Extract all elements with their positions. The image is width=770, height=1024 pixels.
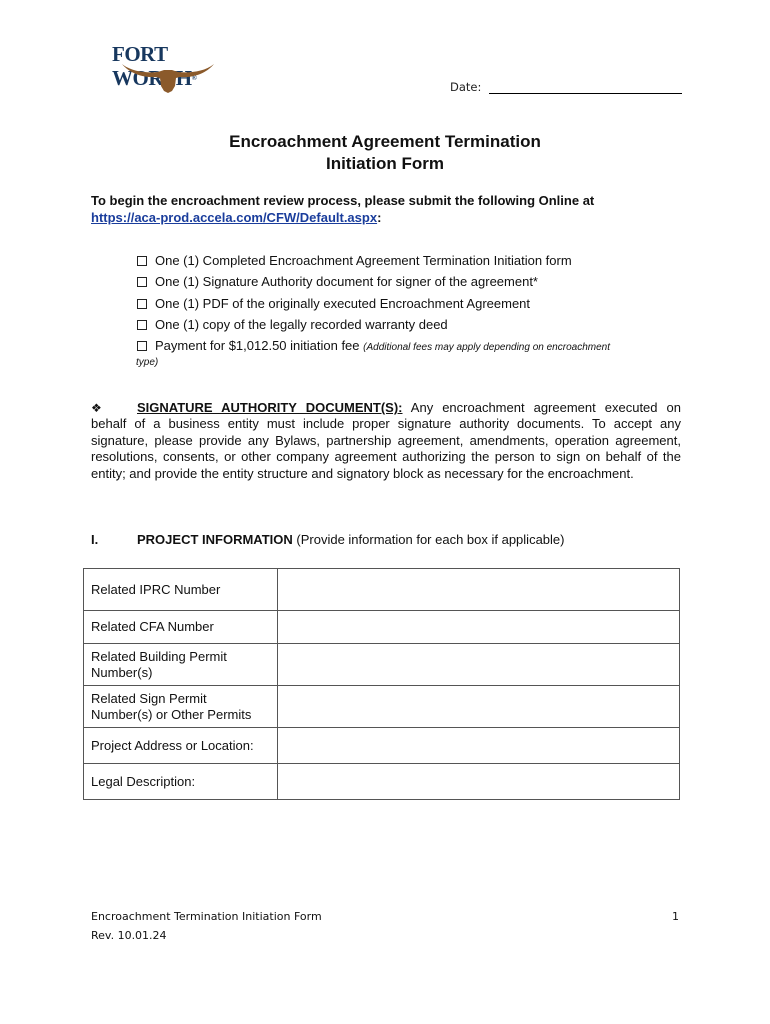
page-title — [0, 131, 770, 175]
intro-paragraph: To begin the encroachment review process, please submit the following Online at https://aca-prod.accela.com/CFW/Default.aspx: — [91, 193, 595, 225]
page-number: 1 — [672, 910, 679, 923]
title-line-1: Encroachment Agreement Termination — [229, 132, 541, 151]
footer-title: Encroachment Termination Initiation Form — [91, 910, 322, 923]
date-label: Date: — [450, 80, 482, 94]
logo-text: FORT WORTH — [112, 42, 192, 90]
row-label: Related Sign Permit Number(s) or Other Permits — [84, 686, 278, 728]
intro-text: To begin the encroachment review process, please submit the following Online at — [91, 193, 595, 208]
title-line-2: Initiation Form — [325, 154, 445, 173]
checklist-item: One (1) copy of the legally recorded warranty deed — [136, 316, 676, 337]
date-input-line[interactable] — [489, 81, 682, 94]
diamond-bullet-icon: ❖ — [91, 401, 102, 415]
checkbox[interactable] — [137, 299, 147, 309]
date-field — [450, 80, 682, 94]
row-label: Project Address or Location: — [84, 728, 278, 764]
row-label: Related Building Permit Number(s) — [84, 644, 278, 686]
row-input[interactable] — [278, 644, 680, 686]
checklist-item: One (1) Completed Encroachment Agreement Termination Initiation form — [136, 252, 676, 273]
footer-revision: Rev. 10.01.24 — [91, 929, 167, 942]
fee-note: (Additional fees may apply depending on encroachment — [363, 342, 610, 354]
row-label: Related IPRC Number — [84, 569, 278, 611]
row-label: Related CFA Number — [84, 611, 278, 644]
row-input[interactable] — [278, 611, 680, 644]
signature-heading: SIGNATURE AUTHORITY DOCUMENT(S): — [137, 400, 403, 415]
table-row — [84, 686, 680, 728]
fort-worth-logo: FORT WORTH® — [112, 42, 224, 96]
table-row — [84, 569, 680, 611]
row-input[interactable] — [278, 728, 680, 764]
checkbox[interactable] — [137, 256, 147, 266]
fee-note-continued: type) — [136, 357, 159, 369]
table-row — [84, 764, 680, 800]
checklist-item: Payment for $1,012.50 initiation fee (Additional fees may apply depending on encroachment — [136, 337, 676, 358]
submission-checklist — [136, 252, 676, 370]
table-row — [84, 611, 680, 644]
signature-text: Any encroachment agreement executed on behalf of a business entity must include proper signature authority documents. To accept any signature, please provide any Bylaws, partnership agreement, amendments, operation agreement, resolutions, consents, or other company agreement authorizing the person to sign on behalf of the entity; and provide the entity structure and signatory block as necessary for the encroachment. — [91, 400, 681, 481]
section-subtitle: (Provide information for each box if applicable) — [296, 532, 565, 547]
longhorn-icon — [120, 60, 216, 94]
checkbox[interactable] — [137, 277, 147, 287]
checklist-item: One (1) PDF of the originally executed Encroachment Agreement — [136, 295, 676, 316]
checkbox[interactable] — [137, 320, 147, 330]
section-number: I. — [91, 532, 99, 547]
project-information-table — [83, 568, 680, 800]
row-input[interactable] — [278, 764, 680, 800]
checkbox[interactable] — [137, 341, 147, 351]
section-heading — [91, 532, 564, 547]
footer — [91, 907, 322, 945]
accela-link[interactable]: https://aca-prod.accela.com/CFW/Default.aspx — [91, 210, 378, 225]
signature-authority-paragraph — [91, 400, 681, 482]
row-label: Legal Description: — [84, 764, 278, 800]
row-input[interactable] — [278, 686, 680, 728]
table-row — [84, 644, 680, 686]
checklist-item: One (1) Signature Authority document for signer of the agreement* — [136, 273, 676, 294]
table-row — [84, 728, 680, 764]
section-title: PROJECT INFORMATION — [137, 532, 293, 547]
row-input[interactable] — [278, 569, 680, 611]
